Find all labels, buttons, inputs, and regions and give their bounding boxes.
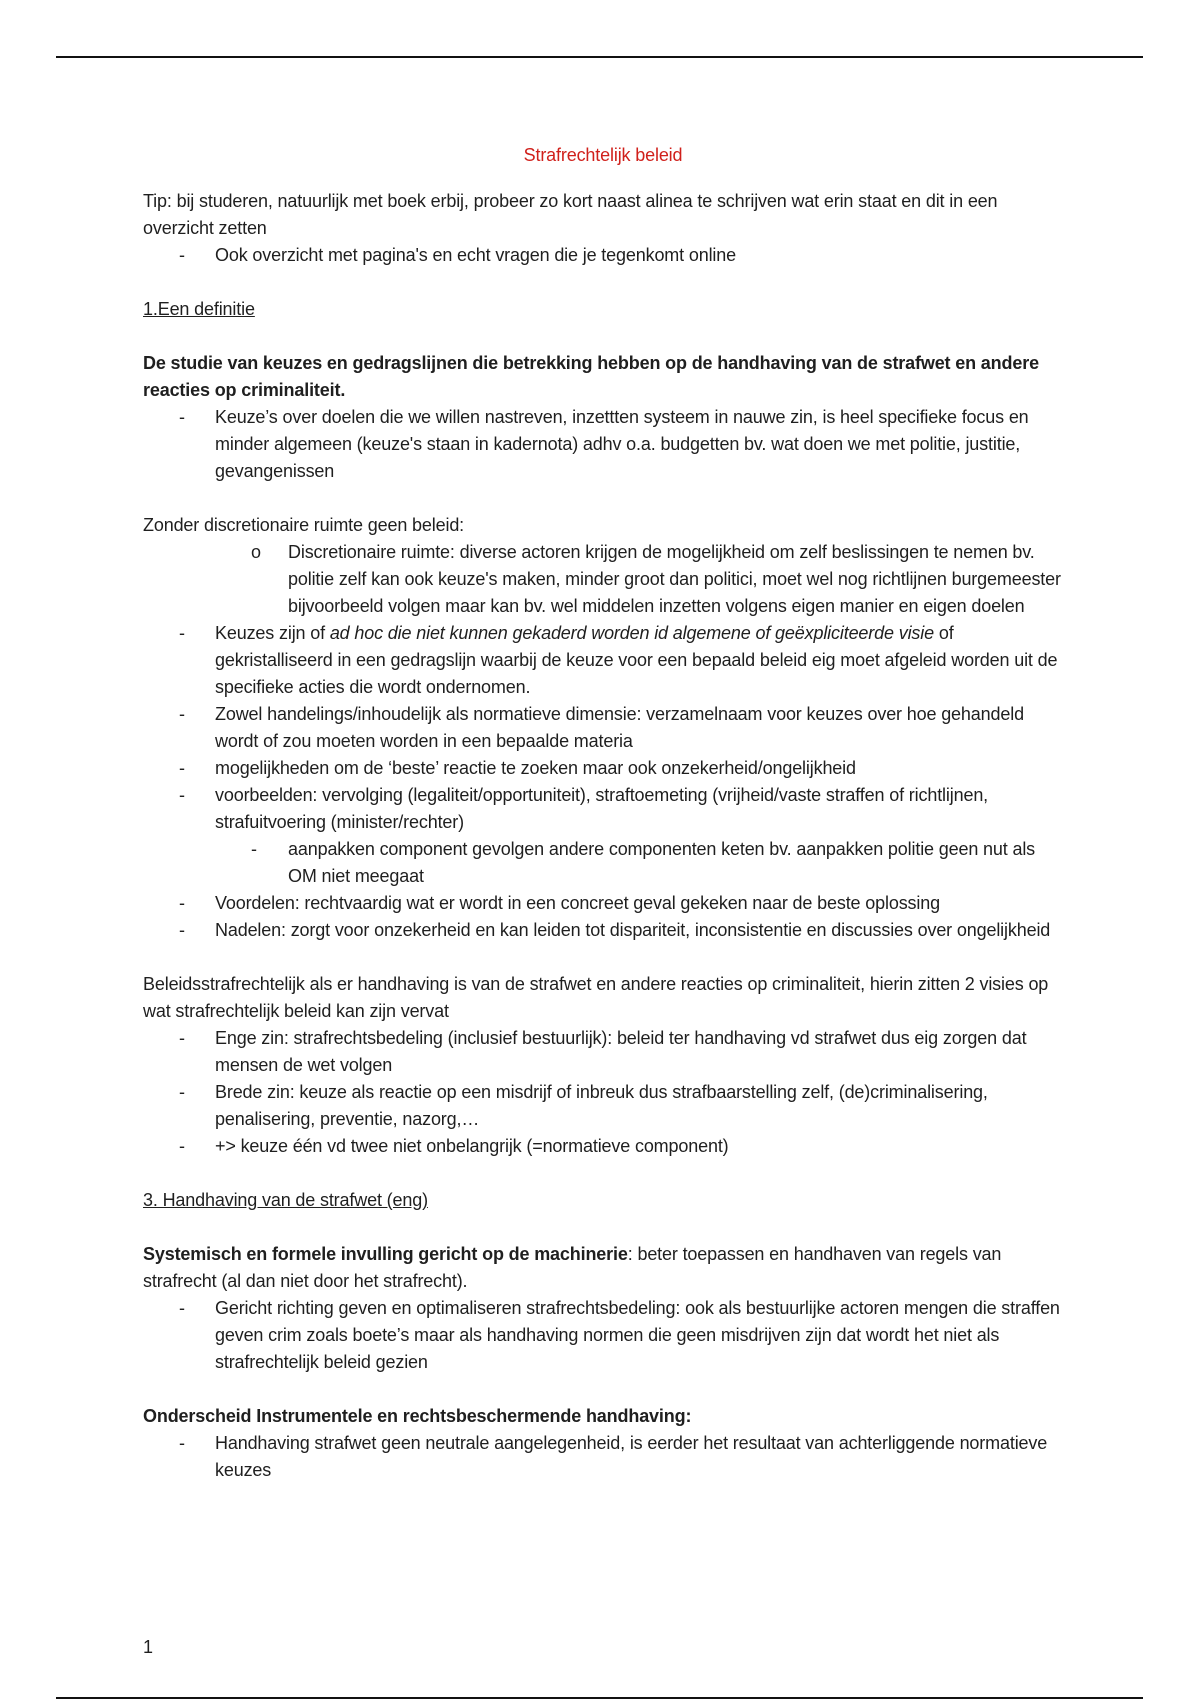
bullet-marker: - [179, 245, 185, 265]
sub-list-item: - aanpakken component gevolgen andere componenten keten bv. aanpakken politie geen nut als OM niet meegaat [143, 836, 1063, 890]
distinction-paragraph: Onderscheid Instrumentele en rechtsbeschermende handhaving: [143, 1406, 692, 1426]
footer-rule [56, 1697, 1143, 1699]
list-item: - Voordelen: rechtvaardig wat er wordt in een concreet geval gekeken naar de beste oplossing [143, 890, 1063, 917]
section-heading-enforcement: 3. Handhaving van de strafwet (eng) [143, 1190, 428, 1210]
systemic-paragraph: Systemisch en formele invulling gericht op de machinerie: beter toepassen en handhaven van regels van strafrecht (al dan niet door het strafrecht). [143, 1244, 1002, 1291]
list-item: - Handhaving strafwet geen neutrale aangelegenheid, is eerder het resultaat van achterliggende normatieve keuzes [143, 1430, 1063, 1484]
list-item: - mogelijkheden om de ‘beste’ reactie te zoeken maar ook onzekerheid/ongelijkheid [143, 755, 1063, 782]
bullet-marker: - [179, 1433, 185, 1453]
discretion-intro: Zonder discretionaire ruimte geen beleid: [143, 515, 465, 535]
bullet-marker: - [179, 920, 185, 940]
scope-intro: Beleidsstrafrechtelijk als er handhaving is van de strafwet en andere reacties op criminaliteit, hierin zitten 2 visies op wat strafrechtelijk beleid kan zijn vervat [143, 974, 1049, 1021]
bullet-marker: - [179, 623, 185, 643]
list-item: - voorbeelden: vervolging (legaliteit/opportuniteit), straftoemeting (vrijheid/vaste straffen of richtlijnen, strafuitvoering (minister/rechter) [143, 782, 1063, 836]
page-title: Strafrechtelijk beleid [523, 145, 683, 165]
tip-bullet: - Ook overzicht met pagina's en echt vragen die je tegenkomt online [143, 242, 1063, 269]
sub-list-item: o Discretionaire ruimte: diverse actoren krijgen de mogelijkheid om zelf beslissingen te nemen bv. politie zelf kan ook keuze's maken, minder groot dan politici, moet wel nog richtlijnen burgemeester bijvoorbeeld volgen maar kan bv. wel middelen inzetten volgens eigen manier en eigen doelen [143, 539, 1063, 620]
list-item: - Keuzes zijn of ad hoc die niet kunnen gekaderd worden id algemene of geëxpliciteerde visie of gekristalliseerd in een gedragslijn waarbij de keuze voor een bepaald beleid eig moet afgeleid worden uit de specifieke acties die wordt ondernomen. [143, 620, 1063, 701]
document-body [143, 142, 1063, 1484]
sub-bullet-marker: o [251, 542, 261, 562]
list-item: - Keuze’s over doelen die we willen nastreven, inzettten systeem in nauwe zin, is heel specifieke focus en minder algemeen (keuze's staan in kadernota) adhv o.a. budgetten bv. wat doen we met politie, justitie, gevangenissen [143, 404, 1063, 485]
bullet-marker: - [179, 1028, 185, 1048]
bullet-marker: - [179, 1298, 185, 1318]
bullet-marker: - [179, 893, 185, 913]
header-rule [56, 56, 1143, 58]
bullet-marker: - [179, 785, 185, 805]
bullet-marker: - [179, 1136, 185, 1156]
bullet-marker: - [179, 407, 185, 427]
bullet-marker: - [179, 758, 185, 778]
list-item: - Enge zin: strafrechtsbedeling (inclusief bestuurlijk): beleid ter handhaving vd strafwet dus eig zorgen dat mensen de wet volgen [143, 1025, 1063, 1079]
list-item: - Nadelen: zorgt voor onzekerheid en kan leiden tot dispariteit, inconsistentie en discussies over ongelijkheid [143, 917, 1063, 944]
list-item: - Zowel handelings/inhoudelijk als normatieve dimensie: verzamelnaam voor keuzes over hoe gehandeld wordt of zou moeten worden in een bepaalde materia [143, 701, 1063, 755]
page-number: 1 [143, 1637, 154, 1657]
list-item: - Brede zin: keuze als reactie op een misdrijf of inbreuk dus strafbaarstelling zelf, (de)criminalisering, penalisering, preventie, nazorg,… [143, 1079, 1063, 1133]
definition-paragraph: De studie van keuzes en gedragslijnen die betrekking hebben op de handhaving van de strafwet en andere reacties op criminaliteit. [143, 353, 1039, 400]
bullet-marker: - [179, 1082, 185, 1102]
list-item: - Gericht richting geven en optimaliseren strafrechtsbedeling: ook als bestuurlijke actoren mengen die straffen geven crim zoals boete’s maar als handhaving normen die geen misdrijven zijn dat wordt het niet als strafrechtelijk beleid gezien [143, 1295, 1063, 1376]
tip-paragraph: Tip: bij studeren, natuurlijk met boek erbij, probeer zo kort naast alinea te schrijven wat erin staat en dit in een overzicht zetten [143, 191, 998, 238]
bullet-marker: - [251, 839, 257, 859]
list-item: - +> keuze één vd twee niet onbelangrijk (=normatieve component) [143, 1133, 1063, 1160]
bullet-marker: - [179, 704, 185, 724]
section-heading-definition: 1.Een definitie [143, 299, 255, 319]
